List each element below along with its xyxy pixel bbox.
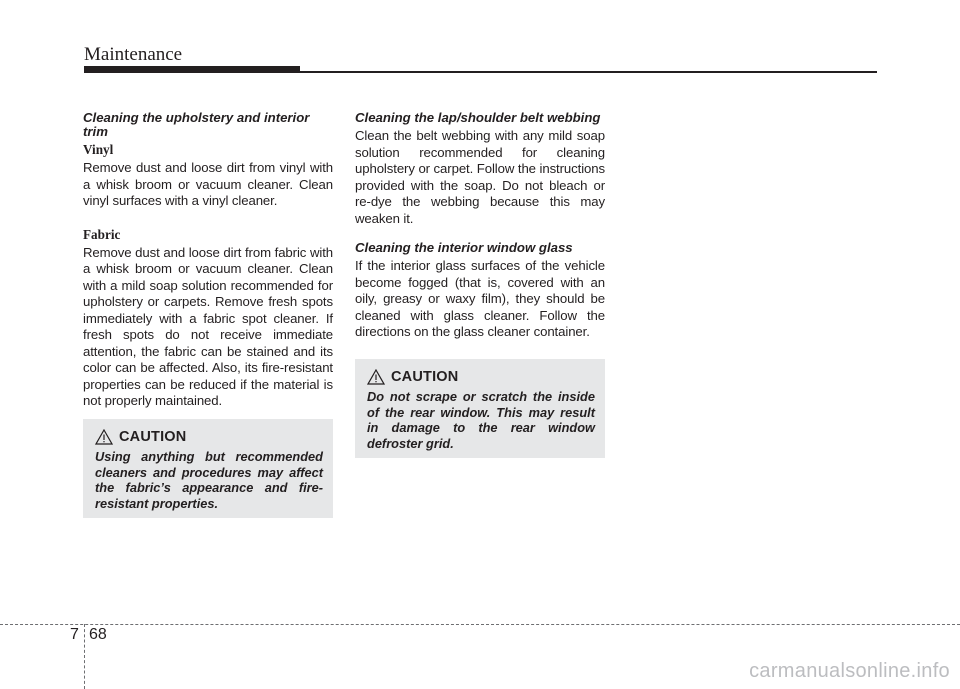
caution-label: CAUTION	[119, 429, 187, 445]
chapter-number: 7	[70, 626, 79, 643]
fabric-text: Remove dust and loose dirt from fabric with a whisk broom or vacuum cleaner. Clean with a mild soap solution recommended for upholstery or carpets. Remove fresh spots immediately with a fabric spot cleaner. If fresh spots do not receive immediate attention, the fabric can be stained and its color can be affected. Also, its fire-resistant properties can be reduced if the material is not properly maintained.	[83, 244, 333, 408]
glass-text: If the interior glass surfaces of the vehicle become fogged (that is, covered with an oily, greasy or waxy film), they should be cleaned with glass cleaner. Follow the directions on the glass cleaner container.	[355, 258, 605, 339]
header-rule-thin	[300, 71, 877, 73]
glass-section-title: Cleaning the interior window glass	[355, 240, 573, 255]
middle-column	[355, 111, 605, 341]
page-number: 68	[89, 626, 107, 643]
left-column	[83, 111, 333, 410]
fabric-heading: Fabric	[83, 226, 121, 242]
caution-label: CAUTION	[391, 369, 459, 385]
upholstery-section-title: Cleaning the upholstery and interior trim	[83, 110, 310, 139]
page-header-title: Maintenance	[84, 44, 183, 65]
warning-triangle-icon	[367, 369, 385, 385]
vinyl-text: Remove dust and loose dirt from vinyl with a whisk broom or vacuum cleaner. Clean vinyl surfaces with a vinyl cleaner.	[83, 160, 333, 208]
footer-dashed-divider	[84, 624, 85, 689]
watermark-text: carmanualsonline.info	[749, 660, 950, 682]
caution-text: Do not scrape or scratch the inside of the rear window. This may result in damage to the rear window defroster grid.	[367, 389, 595, 451]
belt-section-title: Cleaning the lap/shoulder belt webbing	[355, 110, 601, 125]
vinyl-heading: Vinyl	[83, 142, 114, 157]
header-rule-thick	[84, 66, 300, 73]
warning-triangle-icon	[95, 429, 113, 445]
caution-box-window	[355, 359, 605, 458]
caution-box-upholstery	[83, 419, 333, 518]
footer-dashed-rule	[0, 624, 960, 625]
belt-text: Clean the belt webbing with any mild soap solution recommended for cleaning upholstery or carpet. Follow the instructions provided with the soap. Do not bleach or re-dye the webbing because this may weaken it.	[355, 128, 605, 226]
caution-text: Using anything but recommended cleaners and procedures may affect the fabric’s appearance and fire-resistant properties.	[95, 449, 323, 511]
